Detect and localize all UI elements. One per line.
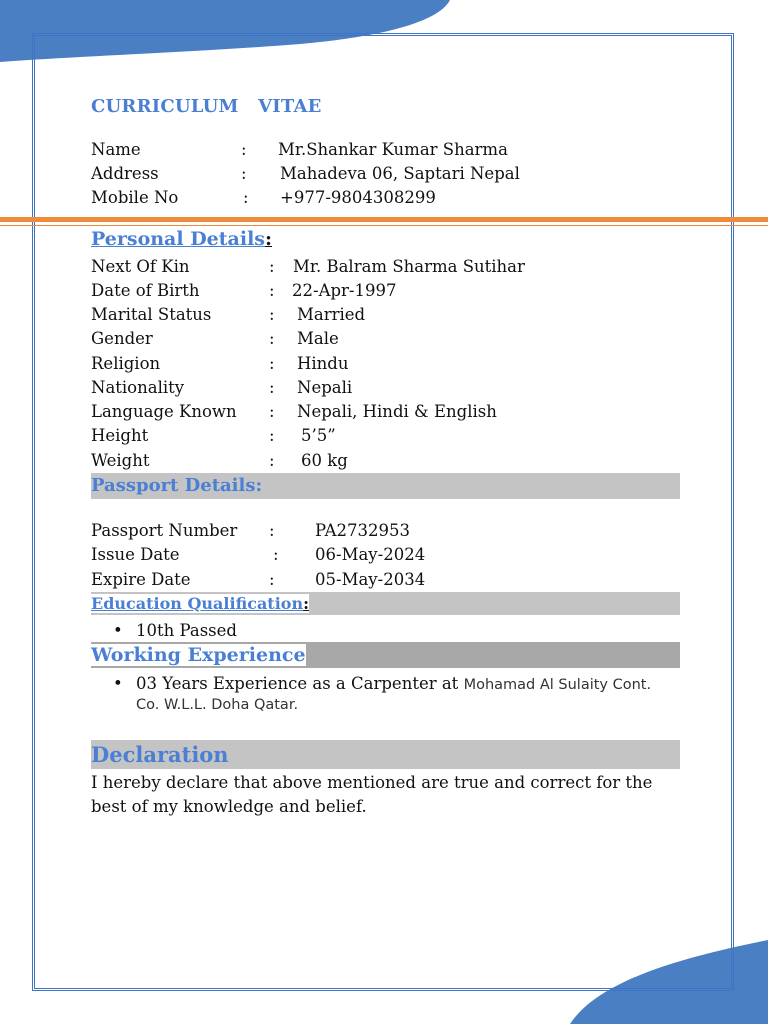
- height-label: Height: [91, 426, 149, 445]
- height-value: 5’5”: [301, 426, 336, 445]
- language-separator: :: [269, 402, 275, 421]
- mobile-label: Mobile No: [91, 188, 179, 207]
- religion-label: Religion: [91, 354, 161, 373]
- name-separator: :: [241, 140, 247, 159]
- expire-date-label: Expire Date: [91, 570, 191, 589]
- mobile-separator: :: [243, 188, 249, 207]
- marital-status-label: Marital Status: [91, 305, 212, 324]
- address-separator: :: [241, 164, 247, 183]
- experience-title: Working Experience: [91, 644, 306, 666]
- issue-date-label: Issue Date: [91, 545, 180, 564]
- declaration-title: Declaration: [91, 742, 229, 767]
- experience-lead: 03 Years Experience as a Carpenter at: [136, 674, 464, 693]
- education-item-text: 10th Passed: [136, 621, 237, 640]
- declaration-heading: [91, 740, 680, 769]
- orange-divider: [0, 217, 768, 222]
- next-of-kin-separator: :: [269, 257, 275, 276]
- height-separator: :: [269, 426, 275, 445]
- dob-separator: :: [269, 281, 275, 300]
- passport-details-colon: :: [255, 475, 263, 496]
- language-label: Language Known: [91, 402, 237, 421]
- weight-value: 60 kg: [301, 451, 348, 470]
- experience-company: Mohamad Al Sulaity Cont.: [463, 677, 652, 693]
- education-colon: :: [303, 594, 309, 613]
- marital-status-value: Married: [297, 305, 366, 324]
- next-of-kin-label: Next Of Kin: [91, 257, 190, 276]
- document-title: CURRICULUM VITAE: [91, 96, 322, 117]
- dob-value: 22-Apr-1997: [292, 281, 397, 300]
- personal-details-title: Personal Details: [91, 228, 265, 250]
- address-value: Mahadeva 06, Saptari Nepal: [280, 164, 520, 183]
- gender-separator: :: [269, 329, 275, 348]
- weight-label: Weight: [91, 451, 150, 470]
- passport-details-title: Passport Details: [91, 475, 256, 496]
- gender-label: Gender: [91, 329, 153, 348]
- declaration-text: I hereby declare that above mentioned are true and correct for the best of my knowledge and belief.: [91, 773, 653, 816]
- mobile-value: +977-9804308299: [280, 188, 436, 207]
- experience-company-line2: Co. W.L.L. Doha Qatar.: [136, 697, 299, 713]
- expire-date-value: 05-May-2034: [315, 570, 426, 589]
- nationality-value: Nepali: [297, 378, 353, 397]
- passport-number-value: PA2732953: [315, 521, 410, 540]
- personal-details-colon: :: [265, 228, 273, 250]
- name-value: Mr.Shankar Kumar Sharma: [278, 140, 508, 159]
- address-label: Address: [91, 164, 159, 183]
- issue-date-separator: :: [273, 545, 279, 564]
- personal-details-heading: [91, 228, 272, 254]
- nationality-separator: :: [269, 378, 275, 397]
- gender-value: Male: [297, 329, 339, 348]
- religion-value: Hindu: [297, 354, 349, 373]
- next-of-kin-value: Mr. Balram Sharma Sutihar: [293, 257, 525, 276]
- bullet-icon: •: [113, 674, 123, 693]
- passport-number-label: Passport Number: [91, 521, 238, 540]
- passport-number-separator: :: [269, 521, 275, 540]
- passport-details-heading: [91, 473, 680, 499]
- education-heading: [91, 592, 680, 615]
- dob-label: Date of Birth: [91, 281, 200, 300]
- religion-separator: :: [269, 354, 275, 373]
- nationality-label: Nationality: [91, 378, 185, 397]
- name-label: Name: [91, 140, 141, 159]
- language-value: Nepali, Hindi & English: [297, 402, 497, 421]
- bullet-icon: •: [113, 621, 123, 640]
- marital-status-separator: :: [269, 305, 275, 324]
- expire-date-separator: :: [269, 570, 275, 589]
- issue-date-value: 06-May-2024: [315, 545, 426, 564]
- education-title: Education Qualification: [91, 594, 304, 613]
- weight-separator: :: [269, 451, 275, 470]
- orange-divider-thin: [0, 225, 768, 226]
- experience-heading: [91, 642, 680, 668]
